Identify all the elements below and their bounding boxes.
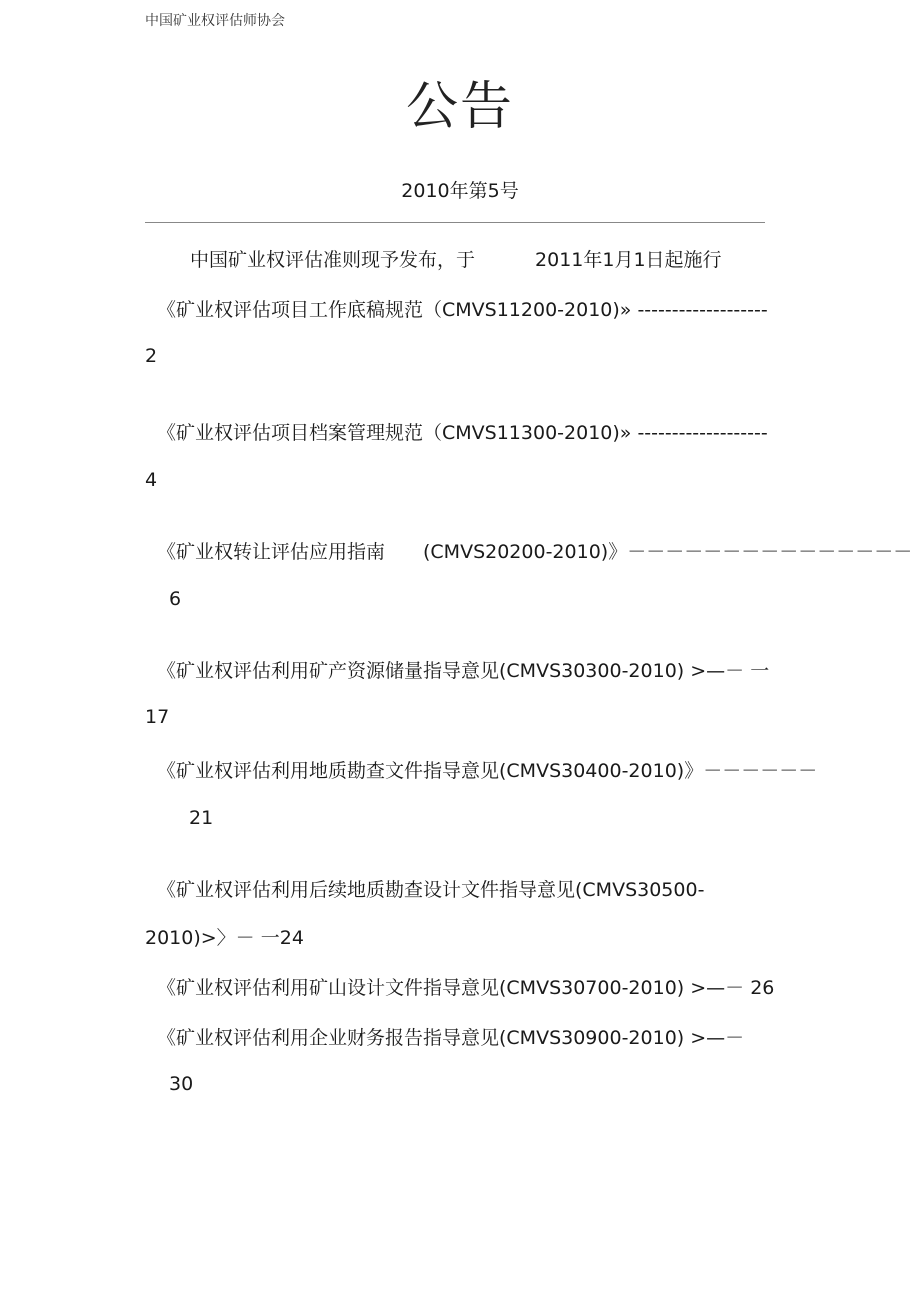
intro-paragraph <box>190 245 722 272</box>
standard-entry-page: 6 <box>169 588 182 610</box>
standard-entry-title: 《矿业权评估利用后续地质勘查设计文件指导意见(CMVS30500- <box>157 879 705 901</box>
issue-number: 2010年第5号 <box>401 180 519 202</box>
standard-entry-title: 《矿业权评估项目工作底稿规范（CMVS11200-2010)» ------------------- <box>157 299 768 321</box>
divider <box>145 222 765 223</box>
standard-entry-page: 17 <box>145 706 170 728</box>
standard-entry-page: 4 <box>145 469 158 491</box>
standard-entry-page: 2010)>〉－ 一24 <box>145 927 304 949</box>
standard-entry-page: 30 <box>169 1073 194 1095</box>
page-title: 公告 <box>405 77 514 137</box>
intro-text: 中国矿业权评估准则现予发布，于 <box>190 249 476 271</box>
organization-header: 中国矿业权评估师协会 <box>145 13 285 29</box>
standard-entry-title: 《矿业权评估项目档案管理规范（CMVS11300-2010)» ------------------- <box>157 422 768 444</box>
standard-entry-title: 《矿业权评估利用地质勘查文件指导意见(CMVS30400-2010)》－－－－－－ <box>157 760 818 782</box>
standard-entry-title: 《矿业权评估利用矿山设计文件指导意见(CMVS30700-2010) >—－ 26 <box>157 977 775 999</box>
standard-entry-title: 《矿业权评估利用企业财务报告指导意见(CMVS30900-2010) >—－ <box>157 1027 745 1049</box>
standard-entry-title: 《矿业权评估利用矿产资源储量指导意见(CMVS30300-2010) >—－ 一 <box>157 660 770 682</box>
standard-entry-page: 2 <box>145 345 158 367</box>
standard-entry-title: 《矿业权转让评估应用指南 (CMVS20200-2010)》－－－－－－－－－－－－－－－ <box>157 541 913 563</box>
effective-date: 2011年1月1日起施行 <box>535 249 722 271</box>
standard-entry-page: 21 <box>189 807 214 829</box>
